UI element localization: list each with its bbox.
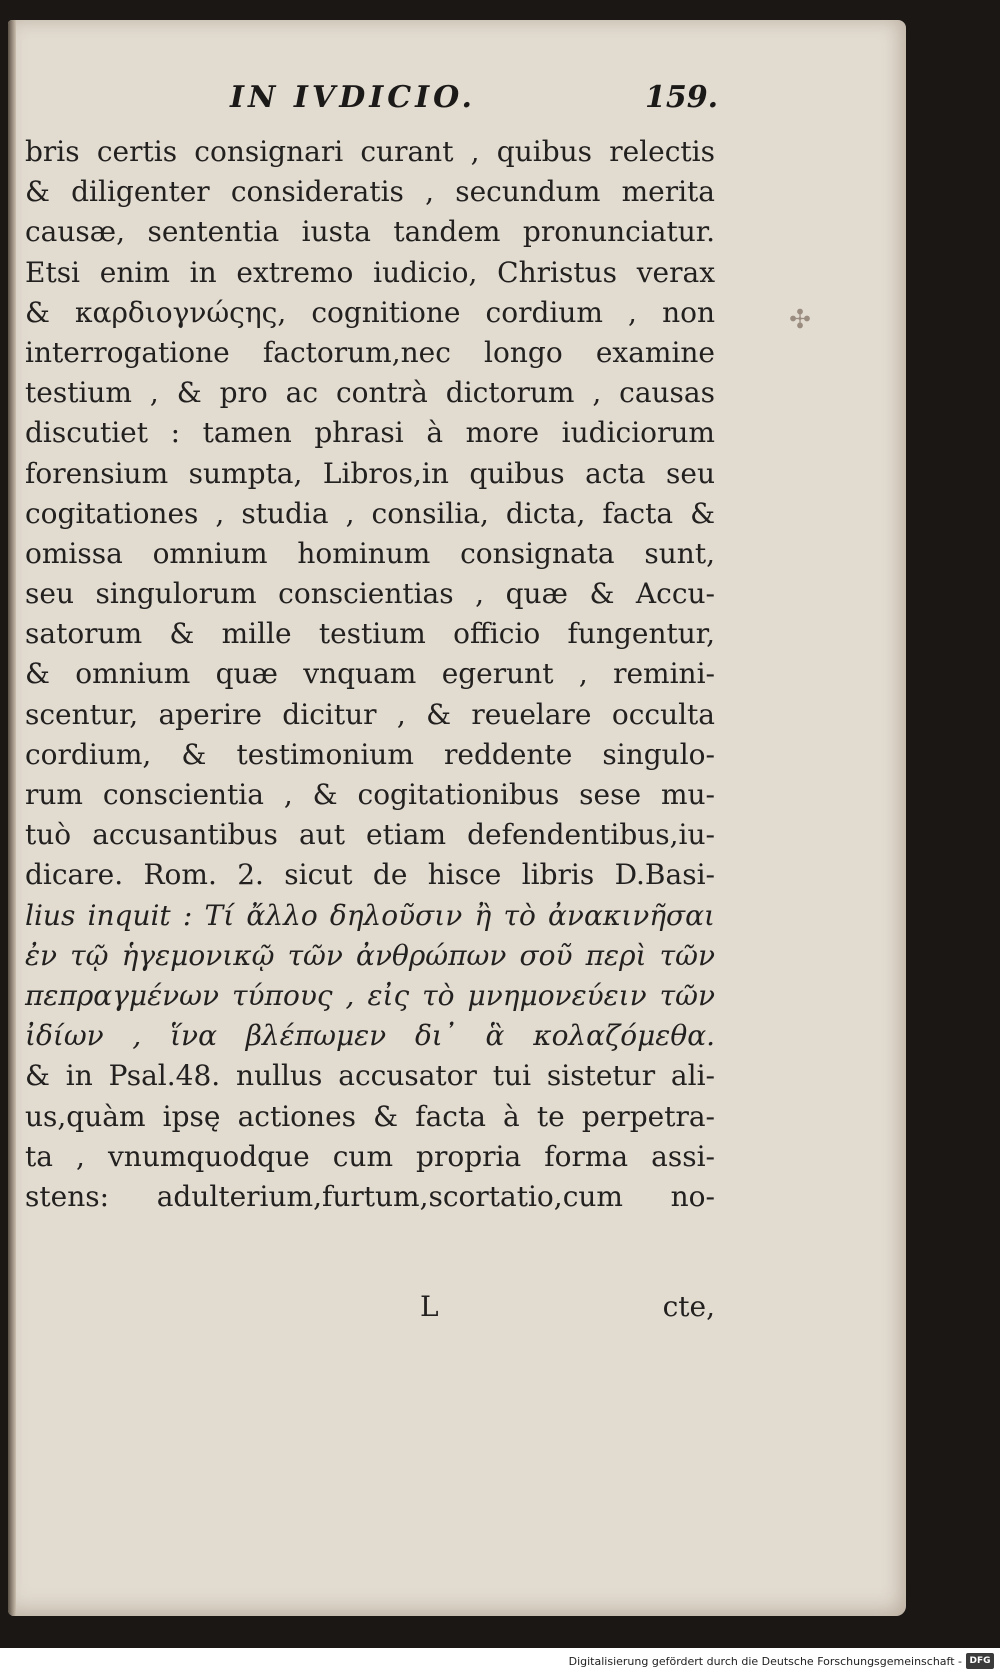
text-line: & omnium quæ vnquam egerunt , remini- bbox=[25, 657, 715, 691]
text-line: testium , & pro ac contrà dictorum , causas bbox=[25, 376, 715, 410]
text-line: scentur, aperire dicitur , & reuelare occulta bbox=[25, 697, 715, 731]
text-line: tuò accusantibus aut etiam defendentibus,iu- bbox=[25, 818, 715, 852]
main-text-block bbox=[25, 132, 715, 1217]
text-line: satorum & mille testium officio fungentur, bbox=[25, 617, 715, 651]
text-line: omissa omnium hominum consignata sunt, bbox=[25, 536, 715, 570]
text-line: cordium, & testimonium reddente singulo- bbox=[25, 737, 715, 771]
text-line: & diligenter consideratis , secundum merita bbox=[25, 175, 715, 209]
text-line: interrogatione factorum,nec longo examine bbox=[25, 335, 715, 369]
running-title: IN IVDICIO. bbox=[230, 80, 476, 115]
text-line: dicare. Rom. 2. sicut de hisce libris D.Basi- bbox=[25, 858, 715, 892]
signature-mark: L bbox=[420, 1290, 439, 1323]
catchword: cte, bbox=[662, 1290, 715, 1323]
credit-bar bbox=[0, 1648, 1000, 1678]
dfg-logo: DFG bbox=[966, 1653, 994, 1669]
greek-quote-line: πεπραγμένων τύπους , εἰς τὸ μνημονεύειν τῶν bbox=[25, 978, 715, 1012]
text-line: seu singulorum conscientias , quæ & Accu- bbox=[25, 577, 715, 611]
digitization-credit: Digitalisierung gefördert durch die Deutsche Forschungsgemeinschaft - bbox=[568, 1655, 962, 1668]
greek-quote-line: ἰδίων , ἵνα βλέπωμεν δι᾽ ἃ κολαζόμεθα. bbox=[25, 1019, 715, 1053]
text-line: causæ, sententia iusta tandem pronunciatur. bbox=[25, 215, 715, 249]
text-line: rum conscientia , & cogitationibus sese mu- bbox=[25, 778, 715, 811]
page-number: 159. bbox=[645, 80, 719, 115]
page-gutter-edge bbox=[8, 20, 16, 1616]
text-line: forensium sumpta, Libros,in quibus acta seu bbox=[25, 456, 715, 490]
text-line: stens: adulterium,furtum,scortatio,cum no- bbox=[25, 1179, 715, 1213]
text-line: bris certis consignari curant , quibus relectis bbox=[25, 135, 715, 168]
text-line: ta , vnumquodque cum propria forma assi- bbox=[25, 1139, 715, 1173]
ink-blot-mark: ✣ bbox=[789, 305, 811, 335]
text-line: cogitationes , studia , consilia, dicta, facta & bbox=[25, 496, 715, 530]
page-footer bbox=[25, 1290, 715, 1330]
greek-quote-line: ἐν τῷ ἡγεμονικῷ τῶν ἀνθρώπων σοῦ περὶ τῶν bbox=[25, 938, 715, 972]
text-line: & in Psal.48. nullus accusator tui sistetur ali- bbox=[25, 1059, 715, 1093]
text-line: discutiet : tamen phrasi à more iudiciorum bbox=[25, 416, 715, 450]
text-line: & καρδιογνώςης, cognitione cordium , non bbox=[25, 295, 715, 329]
text-line: Etsi enim in extremo iudicio, Christus verax bbox=[25, 255, 715, 289]
text-line: us,quàm ipsę actiones & facta à te perpetra- bbox=[25, 1099, 715, 1133]
greek-quote-line: lius inquit : Τί ἄλλο δηλοῦσιν ἢ τὸ ἀνακινῆσαι bbox=[25, 898, 715, 932]
